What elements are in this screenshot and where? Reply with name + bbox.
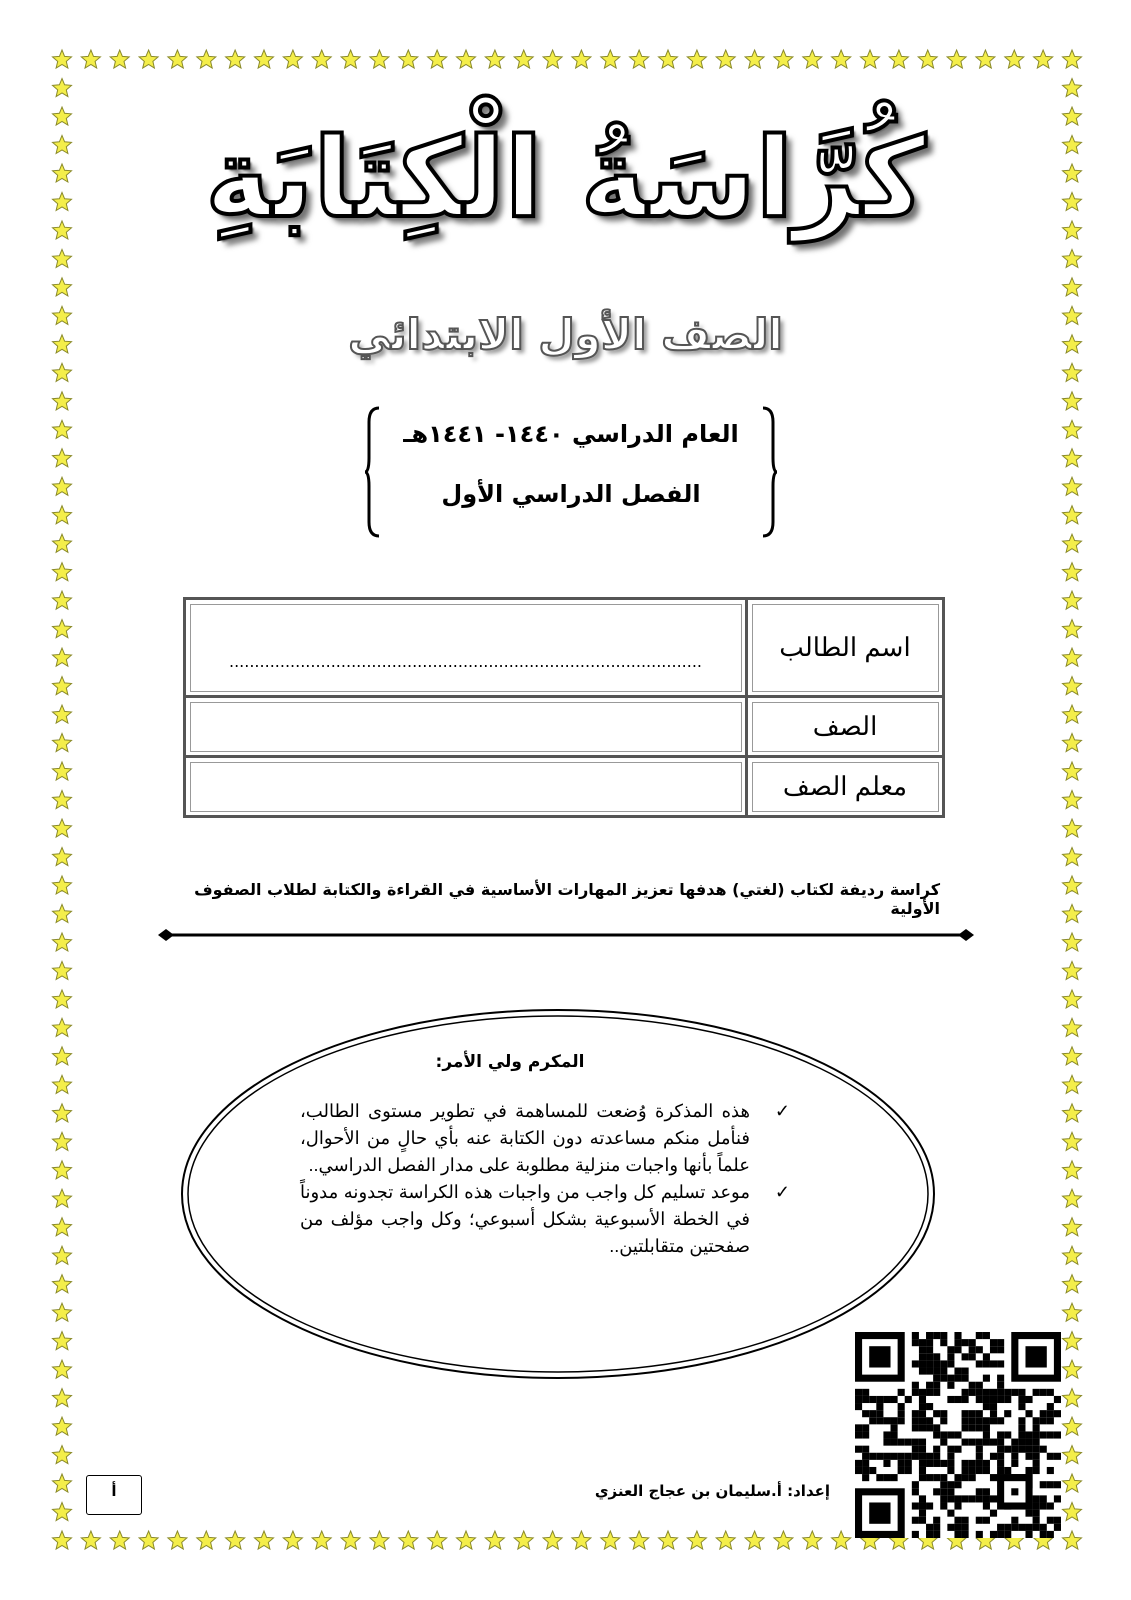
star-icon bbox=[283, 1531, 302, 1549]
star-icon bbox=[1063, 1189, 1082, 1207]
star-icon bbox=[1063, 762, 1082, 780]
star-icon bbox=[139, 50, 158, 68]
star-icon bbox=[312, 50, 331, 68]
star-icon bbox=[1063, 1075, 1082, 1093]
star-icon bbox=[53, 1047, 72, 1065]
star-icon bbox=[53, 1218, 72, 1236]
star-icon bbox=[81, 1531, 100, 1549]
star-icon bbox=[1063, 1246, 1082, 1264]
teacher-field[interactable] bbox=[185, 757, 747, 817]
star-icon bbox=[630, 1531, 649, 1549]
star-icon bbox=[1063, 1047, 1082, 1065]
star-icon bbox=[255, 1531, 274, 1549]
star-icon bbox=[81, 50, 100, 68]
check-icon: ✓ bbox=[774, 1182, 790, 1202]
page-marker: أ bbox=[86, 1475, 142, 1515]
star-icon bbox=[832, 1531, 851, 1549]
star-icon bbox=[1063, 563, 1082, 581]
star-icon bbox=[53, 904, 72, 922]
star-icon bbox=[53, 1503, 72, 1521]
star-icon bbox=[53, 1531, 72, 1549]
star-icon bbox=[53, 990, 72, 1008]
star-icon bbox=[53, 1246, 72, 1264]
student-info-table bbox=[183, 597, 945, 818]
table-row bbox=[185, 757, 944, 817]
star-icon bbox=[1063, 1161, 1082, 1179]
star-icon bbox=[1063, 791, 1082, 809]
star-icon bbox=[774, 1531, 793, 1549]
star-icon bbox=[53, 392, 72, 410]
star-icon bbox=[197, 50, 216, 68]
star-icon bbox=[918, 50, 937, 68]
star-icon bbox=[745, 1531, 764, 1549]
star-icon bbox=[53, 506, 72, 524]
star-icon bbox=[1063, 1446, 1082, 1464]
star-icon bbox=[341, 50, 360, 68]
star-icon bbox=[197, 1531, 216, 1549]
star-icon bbox=[1063, 534, 1082, 552]
star-icon bbox=[803, 50, 822, 68]
star-icon bbox=[53, 848, 72, 866]
star-icon bbox=[53, 1303, 72, 1321]
star-icon bbox=[53, 1104, 72, 1122]
star-icon bbox=[53, 1389, 72, 1407]
star-icon bbox=[53, 819, 72, 837]
star-icon bbox=[255, 50, 274, 68]
star-icon bbox=[53, 420, 72, 438]
star-icon bbox=[1063, 591, 1082, 609]
star-icon bbox=[543, 50, 562, 68]
star-icon bbox=[53, 1189, 72, 1207]
star-icon bbox=[370, 50, 389, 68]
star-icon bbox=[53, 249, 72, 267]
star-icon bbox=[341, 1531, 360, 1549]
star-icon bbox=[53, 1075, 72, 1093]
star-icon bbox=[1063, 1018, 1082, 1036]
page-title: كُرَّاسَةُ الْكِتَابَةِ bbox=[205, 114, 926, 242]
star-icon bbox=[485, 1531, 504, 1549]
student-name-field[interactable]: ............................................................................................. bbox=[185, 599, 747, 697]
star-icon bbox=[687, 1531, 706, 1549]
star-icon bbox=[1063, 392, 1082, 410]
star-icon bbox=[53, 762, 72, 780]
star-icon bbox=[53, 449, 72, 467]
parent-message-heading: المكرم ولي الأمر: bbox=[435, 1052, 585, 1072]
star-icon bbox=[889, 50, 908, 68]
star-icon bbox=[630, 50, 649, 68]
star-icon bbox=[1005, 50, 1024, 68]
star-icon bbox=[53, 591, 72, 609]
star-icon bbox=[1063, 819, 1082, 837]
star-icon bbox=[1034, 50, 1053, 68]
star-icon bbox=[53, 79, 72, 97]
star-icon bbox=[601, 1531, 620, 1549]
star-icon bbox=[53, 1132, 72, 1150]
star-icon bbox=[687, 50, 706, 68]
star-icon bbox=[53, 933, 72, 951]
teacher-label: معلم الصف bbox=[747, 757, 944, 817]
star-icon bbox=[53, 50, 72, 68]
check-icon: ✓ bbox=[774, 1101, 790, 1121]
star-icon bbox=[659, 50, 678, 68]
star-icon bbox=[110, 50, 129, 68]
star-icon bbox=[1063, 961, 1082, 979]
author-credit: إعداد: أ.سليمان بن عجاج العنزي bbox=[594, 1482, 830, 1500]
star-icon bbox=[457, 50, 476, 68]
star-icon bbox=[53, 1275, 72, 1293]
star-icon bbox=[168, 50, 187, 68]
star-icon bbox=[947, 50, 966, 68]
class-field[interactable] bbox=[185, 697, 747, 757]
star-icon bbox=[53, 363, 72, 381]
table-row bbox=[185, 599, 944, 697]
star-icon bbox=[485, 50, 504, 68]
star-icon bbox=[53, 1332, 72, 1350]
star-icon bbox=[53, 1417, 72, 1435]
star-icon bbox=[1063, 1132, 1082, 1150]
star-icon bbox=[139, 1531, 158, 1549]
star-icon bbox=[1063, 1303, 1082, 1321]
star-icon bbox=[716, 1531, 735, 1549]
star-icon bbox=[53, 1360, 72, 1378]
star-icon bbox=[399, 1531, 418, 1549]
star-icon bbox=[370, 1531, 389, 1549]
star-icon bbox=[1063, 990, 1082, 1008]
star-icon bbox=[861, 50, 880, 68]
list-item bbox=[300, 1179, 790, 1260]
workbook-note: كراسة رديفة لكتاب (لغتي) هدفها تعزيز المهارات الأساسية في القراءة والكتابة لطلاب الصفوف الأولية bbox=[194, 880, 940, 918]
star-icon bbox=[572, 50, 591, 68]
star-icon bbox=[1063, 1389, 1082, 1407]
star-icon bbox=[53, 705, 72, 723]
star-icon bbox=[1063, 1360, 1082, 1378]
star-icon bbox=[428, 1531, 447, 1549]
star-icon bbox=[774, 50, 793, 68]
star-icon bbox=[53, 791, 72, 809]
star-icon bbox=[1063, 1104, 1082, 1122]
star-icon bbox=[53, 677, 72, 695]
star-icon bbox=[1063, 278, 1082, 296]
star-icon bbox=[53, 1161, 72, 1179]
star-icon bbox=[1063, 933, 1082, 951]
star-icon bbox=[283, 50, 302, 68]
star-icon bbox=[53, 278, 72, 296]
star-icon bbox=[312, 1531, 331, 1549]
star-icon bbox=[716, 50, 735, 68]
star-icon bbox=[803, 1531, 822, 1549]
star-icon bbox=[428, 50, 447, 68]
divider-line bbox=[158, 925, 974, 945]
star-icon bbox=[53, 876, 72, 894]
star-icon bbox=[745, 50, 764, 68]
star-icon bbox=[1063, 363, 1082, 381]
grade-title: الصف الأول الابتدائي bbox=[348, 310, 783, 359]
star-icon bbox=[226, 50, 245, 68]
star-icon bbox=[1063, 506, 1082, 524]
star-icon bbox=[1063, 648, 1082, 666]
star-icon bbox=[601, 50, 620, 68]
star-icon bbox=[53, 563, 72, 581]
academic-year-box bbox=[365, 402, 777, 542]
star-icon bbox=[976, 50, 995, 68]
star-icon bbox=[457, 1531, 476, 1549]
parent-message-list bbox=[300, 1098, 790, 1260]
star-icon bbox=[1063, 1275, 1082, 1293]
star-icon bbox=[514, 50, 533, 68]
semester: الفصل الدراسي الأول bbox=[441, 480, 701, 508]
star-icon bbox=[1063, 677, 1082, 695]
star-icon bbox=[168, 1531, 187, 1549]
star-icon bbox=[1063, 1218, 1082, 1236]
star-icon bbox=[53, 1018, 72, 1036]
star-icon bbox=[1063, 1332, 1082, 1350]
star-icon bbox=[514, 1531, 533, 1549]
star-icon bbox=[1063, 1474, 1082, 1492]
star-icon bbox=[53, 1474, 72, 1492]
class-label: الصف bbox=[747, 697, 944, 757]
star-icon bbox=[53, 734, 72, 752]
star-icon bbox=[832, 50, 851, 68]
star-icon bbox=[53, 961, 72, 979]
academic-year: العام الدراسي ١٤٤٠- ١٤٤١هـ bbox=[403, 420, 739, 448]
star-icon bbox=[1063, 249, 1082, 267]
star-icon bbox=[1063, 904, 1082, 922]
bullet-text: موعد تسليم كل واجب من واجبات هذه الكراسة تجدونه مدوناً في الخطة الأسبوعية بشكل أسبوعي؛ وكل واجب مؤلف من صفحتين متقابلتين.. bbox=[300, 1182, 750, 1256]
star-icon bbox=[110, 1531, 129, 1549]
star-icon bbox=[1063, 734, 1082, 752]
star-icon bbox=[53, 648, 72, 666]
star-icon bbox=[1063, 1531, 1082, 1549]
star-icon bbox=[1063, 50, 1082, 68]
star-icon bbox=[659, 1531, 678, 1549]
star-icon bbox=[53, 477, 72, 495]
star-icon bbox=[1063, 876, 1082, 894]
star-icon bbox=[53, 1446, 72, 1464]
star-icon bbox=[572, 1531, 591, 1549]
bullet-text: هذه المذكرة وُضعت للمساهمة في تطوير مستوى الطالب، فنأمل منكم مساعدته دون الكتابة عنه بأي حالٍ من الأحوال، علماً بأنها واجبات منزلية مطلوبة على مدار الفصل الدراسي.. bbox=[300, 1101, 750, 1175]
star-icon bbox=[1063, 848, 1082, 866]
star-icon bbox=[1063, 620, 1082, 638]
star-icon bbox=[543, 1531, 562, 1549]
star-icon bbox=[399, 50, 418, 68]
star-icon bbox=[1063, 705, 1082, 723]
star-icon bbox=[226, 1531, 245, 1549]
star-icon bbox=[1063, 79, 1082, 97]
star-icon bbox=[1063, 1417, 1082, 1435]
table-row bbox=[185, 697, 944, 757]
star-icon bbox=[53, 534, 72, 552]
list-item bbox=[300, 1098, 790, 1179]
qr-code-icon bbox=[855, 1332, 1061, 1538]
star-icon bbox=[1063, 477, 1082, 495]
star-icon bbox=[1063, 1503, 1082, 1521]
star-icon bbox=[53, 620, 72, 638]
star-icon bbox=[1063, 449, 1082, 467]
student-name-label: اسم الطالب bbox=[747, 599, 944, 697]
star-icon bbox=[1063, 420, 1082, 438]
